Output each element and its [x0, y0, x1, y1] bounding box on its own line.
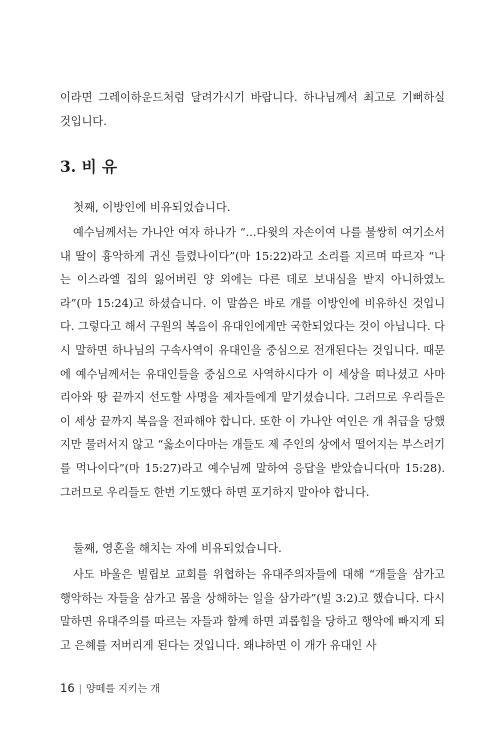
- section-heading: 3. 비 유: [60, 157, 117, 176]
- subheading-first: 첫째, 이방인에 비유되었습니다.: [73, 200, 231, 214]
- book-title: 양떼를 지키는 개: [86, 684, 160, 695]
- page-footer: [60, 680, 160, 695]
- page-number: 16: [60, 681, 75, 695]
- intro-paragraph: 이라면 그레이하운드처럼 달려가시기 바랍니다. 하나님께서 최고로 기뻐하실 것입니다.: [60, 91, 445, 128]
- body-paragraph-first: 예수님께서는 가나안 여자 하나가 “...다윗의 자손이여 나를 불쌍히 여기소서 내 딸이 흉악하게 귀신 들렸나이다”(마 15:22)라고 소리를 지르며 따르자 “나는 이스라엘 집의 잃어버린 양 외에는 다른 데로 보내심을 받지 아니하였노라”(마 15:24)고 하셨습니다. 이 말씀은 바로 개를 이방인에 비유하신 것입니다. 그렇다고 해서 구원의 복음이 유대인에게만 국한되었다는 것이 아닙니다. 다시 말하면 하나님의 구속사역이 유대인을 중심으로 전개된다는 것입니다. 때문에 예수님께서는 유대인들을 중심으로 사역하시다가 이 세상을 떠나셨고 사마리아와 땅 끝까지 선도할 사명을 제자들에게 맡기셨습니다. 그러므로 우리들은 이 세상 끝까지 복음을 전파해야 합니다. 또한 이 가나안 여인은 개 취급을 당했지만 물러서지 않고 “옳소이다마는 개들도 제 주인의 상에서 떨어지는 부스러기를 먹나이다”(마 15:27)라고 예수님께 말하여 응답을 받았습니다(마 15:28). 그러므로 우리들도 한번 기도했다 하면 포기하지 말아야 합니다.: [60, 226, 445, 499]
- subheading-second: 둘째, 영혼을 해치는 자에 비유되었습니다.: [73, 541, 282, 555]
- footer-separator: |: [78, 684, 83, 695]
- body-paragraph-second: 사도 바울은 빌립보 교회를 위협하는 유대주의자들에 대해 “개들을 삼가고 행악하는 자들을 삼가고 몸을 상해하는 일을 삼가라”(빌 3:2)고 했습니다. 다시 말하면 유대주의를 따르는 자들과 함께 하면 괴롭힘을 당하고 행악에 빠지게 되고 은혜를 저버리게 된다는 것입니다. 왜냐하면 이 개가 유대인 사: [60, 568, 445, 652]
